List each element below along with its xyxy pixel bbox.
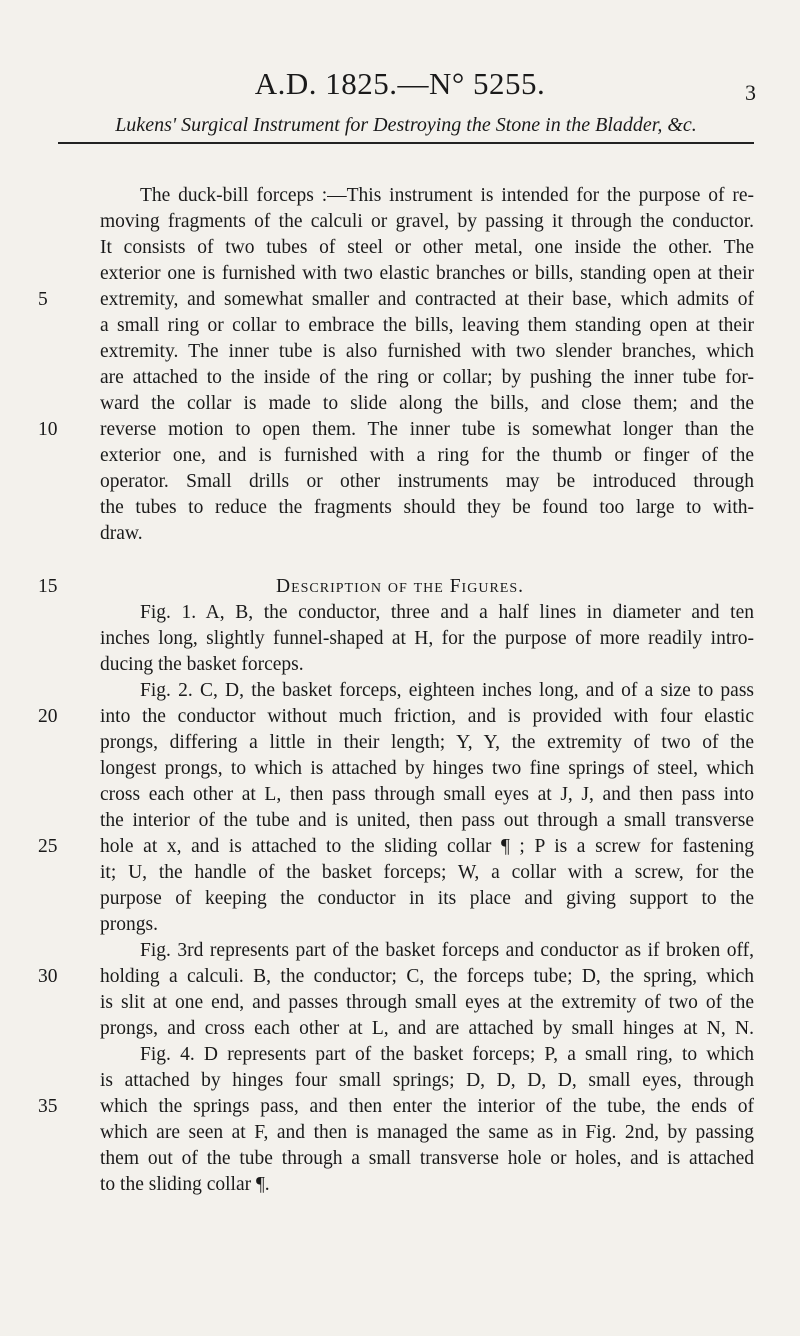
text-line: draw. [100,523,143,544]
text-line: cross each other at L, then pass through small eyes at J, J, and then pass into [100,784,754,805]
text-line: operator. Small drills or other instruments may be introduced through [100,471,754,492]
text-line: purpose of keeping the conductor in its place and giving support to the [100,888,754,909]
line-number: 25 [38,836,58,857]
text-line: inches long, slightly funnel-shaped at H, for the purpose of more readily intro- [100,628,754,649]
text-line: Fig. 3rd represents part of the basket forceps and conductor as if broken off, [140,940,754,961]
text-line: to the sliding collar ¶. [100,1174,270,1195]
line-number: 30 [38,966,58,987]
line-number: 15 [38,576,58,597]
line-number: 20 [38,706,58,727]
text-line: exterior one, and is furnished with a ring for the thumb or finger of the [100,445,754,466]
text-line: reverse motion to open them. The inner tube is somewhat longer than the [100,419,754,440]
text-line: hole at x, and is attached to the sliding collar ¶ ; P is a screw for fastening [100,836,754,857]
page-header: A.D. 1825.—N° 5255. [254,66,546,101]
text-line: holding a calculi. B, the conductor; C, the forceps tube; D, the spring, which [100,966,754,987]
text-line: a small ring or collar to embrace the bills, leaving them standing open at their [100,315,754,336]
text-line: it; U, the handle of the basket forceps; W, a collar with a screw, for the [100,862,754,883]
text-line: which the springs pass, and then enter the interior of the tube, the ends of [100,1096,754,1117]
text-line: them out of the tube through a small transverse hole or holes, and is attached [100,1148,754,1169]
text-line: The duck-bill forceps :—This instrument is intended for the purpose of re- [140,185,754,206]
text-line: are attached to the inside of the ring or collar; by pushing the inner tube for- [100,367,754,388]
text-line: longest prongs, to which is attached by hinges two fine springs of steel, which [100,758,754,779]
text-line: which are seen at F, and then is managed the same as in Fig. 2nd, by passing [100,1122,754,1143]
text-line: prongs, and cross each other at L, and are attached by small hinges at N, N. [100,1018,754,1039]
text-line: Fig. 4. D represents part of the basket forceps; P, a small ring, to which [140,1044,754,1065]
text-line: Fig. 2. C, D, the basket forceps, eighteen inches long, and of a size to pass [140,680,754,701]
line-number: 5 [38,289,48,310]
text-line: ducing the basket forceps. [100,654,304,675]
text-line: ward the collar is made to slide along the bills, and close them; and the [100,393,754,414]
text-line: the interior of the tube and is united, then pass out through a small transverse [100,810,754,831]
running-title: Lukens' Surgical Instrument for Destroying the Stone in the Bladder, &c. [58,114,754,144]
text-line: prongs, differing a little in their length; Y, Y, the extremity of two of the [100,732,754,753]
text-line: exterior one is furnished with two elastic branches or bills, standing open at their [100,263,754,284]
text-line: moving fragments of the calculi or gravel, by passing it through the conductor. [100,211,754,232]
text-line: is slit at one end, and passes through small eyes at the extremity of two of the [100,992,754,1013]
page-number: 3 [745,80,756,105]
text-line: is attached by hinges four small springs; D, D, D, D, small eyes, through [100,1070,754,1091]
text-line: It consists of two tubes of steel or other metal, one inside the other. The [100,237,754,258]
text-line: prongs. [100,914,158,935]
section-heading: Description of the Figures. [276,576,524,597]
text-line: the tubes to reduce the fragments should they be found too large to with- [100,497,754,518]
line-number: 35 [38,1096,58,1117]
text-line: Fig. 1. A, B, the conductor, three and a half lines in diameter and ten [140,602,754,623]
text-line: extremity, and somewhat smaller and contracted at their base, which admits of [100,289,754,310]
line-number: 10 [38,419,58,440]
text-line: extremity. The inner tube is also furnished with two slender branches, which [100,341,754,362]
text-line: into the conductor without much friction, and is provided with four elastic [100,706,754,727]
